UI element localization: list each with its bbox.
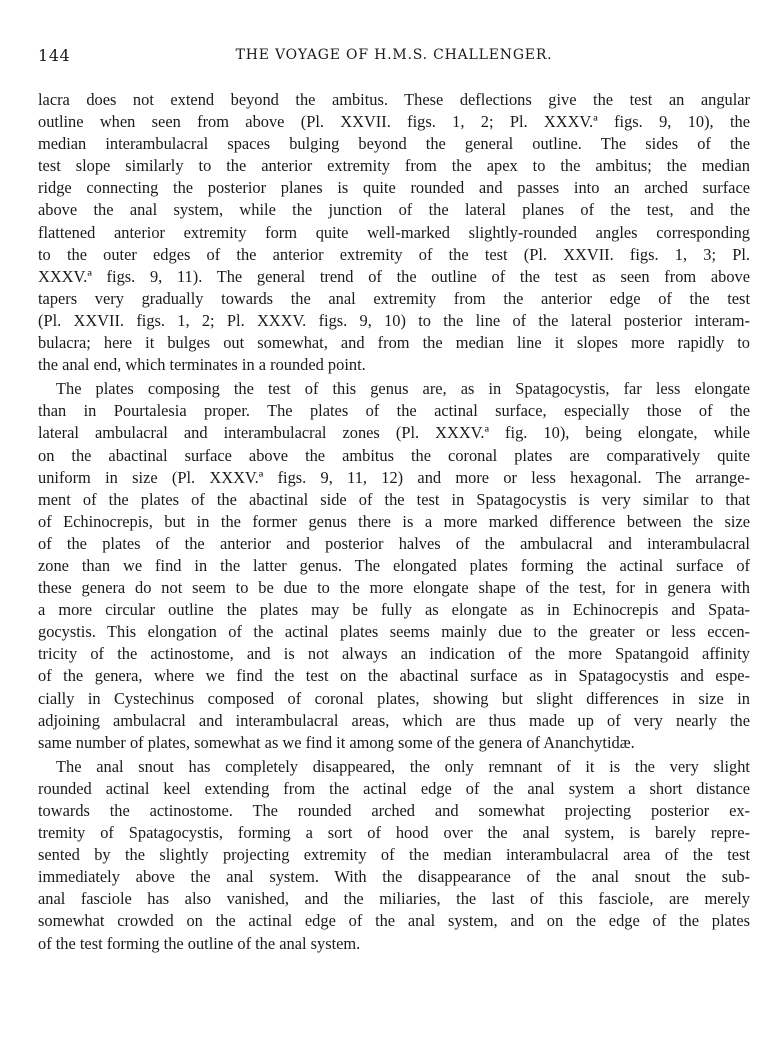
text-line: The anal snout has completely disappeared, the only remnant of it is the very slight xyxy=(56,756,750,776)
text-line: tapers very gradually towards the anal extremity from the anterior edge of the test xyxy=(38,288,750,308)
text-line: zone than we find in the latter genus. The elongated plates forming the actinal surface of xyxy=(38,555,750,575)
text-line: sented by the slightly projecting extremity of the median interambulacral area of the test xyxy=(38,845,750,865)
text-line: bulacra; here it bulges out somewhat, and from the median line it slopes more rapidly to xyxy=(38,333,750,353)
text-line: outline when seen from above (Pl. XXVII. figs. 1, 2; Pl. XXXV.ª figs. 9, 10), the xyxy=(38,112,750,132)
text-line: uniform in size (Pl. XXXV.ª figs. 9, 11, 12) and more or less hexagonal. The arrange- xyxy=(38,467,750,487)
text-line: test slope similarly to the anterior extremity from the apex to the ambitus; the median xyxy=(38,156,750,176)
running-title: THE VOYAGE OF H.M.S. CHALLENGER. xyxy=(235,47,553,63)
text-line: ment of the plates of the abactinal side of the test in Spatagocystis is very similar to that xyxy=(38,489,750,509)
text-line: tremity of Spatagocystis, forming a sort of hood over the anal system, is barely repre- xyxy=(38,823,750,843)
text-line: ridge connecting the posterior planes is quite rounded and passes into an arched surface xyxy=(38,178,750,198)
text-line: The plates composing the test of this genus are, as in Spatagocystis, far less elongate xyxy=(56,379,750,399)
text-line: (Pl. XXVII. figs. 1, 2; Pl. XXXV. figs. 9, 10) to the line of the lateral posterior interam- xyxy=(38,310,750,330)
text-line: gocystis. This elongation of the actinal plates seems mainly due to the greater or less eccen- xyxy=(38,622,750,642)
paragraph-1 xyxy=(38,89,750,376)
text-line: to the outer edges of the anterior extremity of the test (Pl. XXVII. figs. 1, 3; Pl. xyxy=(38,244,750,264)
text-line: flattened anterior extremity form quite well-marked slightly-rounded angles corresponding xyxy=(38,222,750,242)
text-line: tricity of the actinostome, and is not always an indication of the more Spatangoid affinity xyxy=(38,644,750,664)
body-text xyxy=(38,89,750,955)
text-line: of the test forming the outline of the anal system. xyxy=(38,933,361,953)
text-line: lacra does not extend beyond the ambitus. These deflections give the test an angular xyxy=(38,90,750,109)
text-line: the anal end, which terminates in a rounded point. xyxy=(38,355,366,375)
page-header xyxy=(38,46,750,68)
text-line: on the abactinal surface above the ambitus the coronal plates are comparatively quite xyxy=(38,445,750,465)
text-line: than in Pourtalesia proper. The plates of the actinal surface, especially those of the xyxy=(38,401,750,421)
text-line: a more circular outline the plates may be fully as elongate as in Echinocrepis and Spata- xyxy=(38,600,750,620)
text-line: somewhat crowded on the actinal edge of the anal system, and on the edge of the plates xyxy=(38,911,750,931)
text-line: towards the actinostome. The rounded arched and somewhat projecting posterior ex- xyxy=(38,801,750,820)
text-line: rounded actinal keel extending from the actinal edge of the anal system a short distance xyxy=(38,778,750,798)
text-line: XXXV.ª figs. 9, 11). The general trend of the outline of the test as seen from above xyxy=(38,266,750,286)
text-line: anal fasciole has also vanished, and the miliaries, the last of this fasciole, are merely xyxy=(38,889,750,909)
text-line: lateral ambulacral and interambulacral zones (Pl. XXXV.ª fig. 10), being elongate, while xyxy=(38,423,750,443)
text-line: same number of plates, somewhat as we find it among some of the genera of Ananchytidæ. xyxy=(38,732,635,752)
page-number: 144 xyxy=(38,46,71,65)
paragraph-3 xyxy=(38,756,750,955)
text-line: median interambulacral spaces bulging beyond the general outline. The sides of the xyxy=(38,134,750,154)
paragraph-2 xyxy=(38,378,750,754)
text-line: immediately above the anal system. With the disappearance of the anal snout the sub- xyxy=(38,867,750,887)
text-line: of the plates of the anterior and posterior halves of the ambulacral and interambulacral xyxy=(38,533,750,553)
text-line: above the anal system, while the junction of the lateral planes of the test, and the xyxy=(38,200,750,220)
text-line: of the genera, where we find the test on the abactinal surface as in Spatagocystis and espe- xyxy=(38,666,750,686)
text-line: cially in Cystechinus composed of coronal plates, showing but slight differences in size in xyxy=(38,688,750,708)
text-line: adjoining ambulacral and interambulacral areas, which are thus made up of very nearly the xyxy=(38,710,750,730)
text-line: of Echinocrepis, but in the former genus there is a more marked difference between the size xyxy=(38,511,750,531)
text-line: these genera do not seem to be due to the more elongate shape of the test, for in genera with xyxy=(38,578,750,598)
